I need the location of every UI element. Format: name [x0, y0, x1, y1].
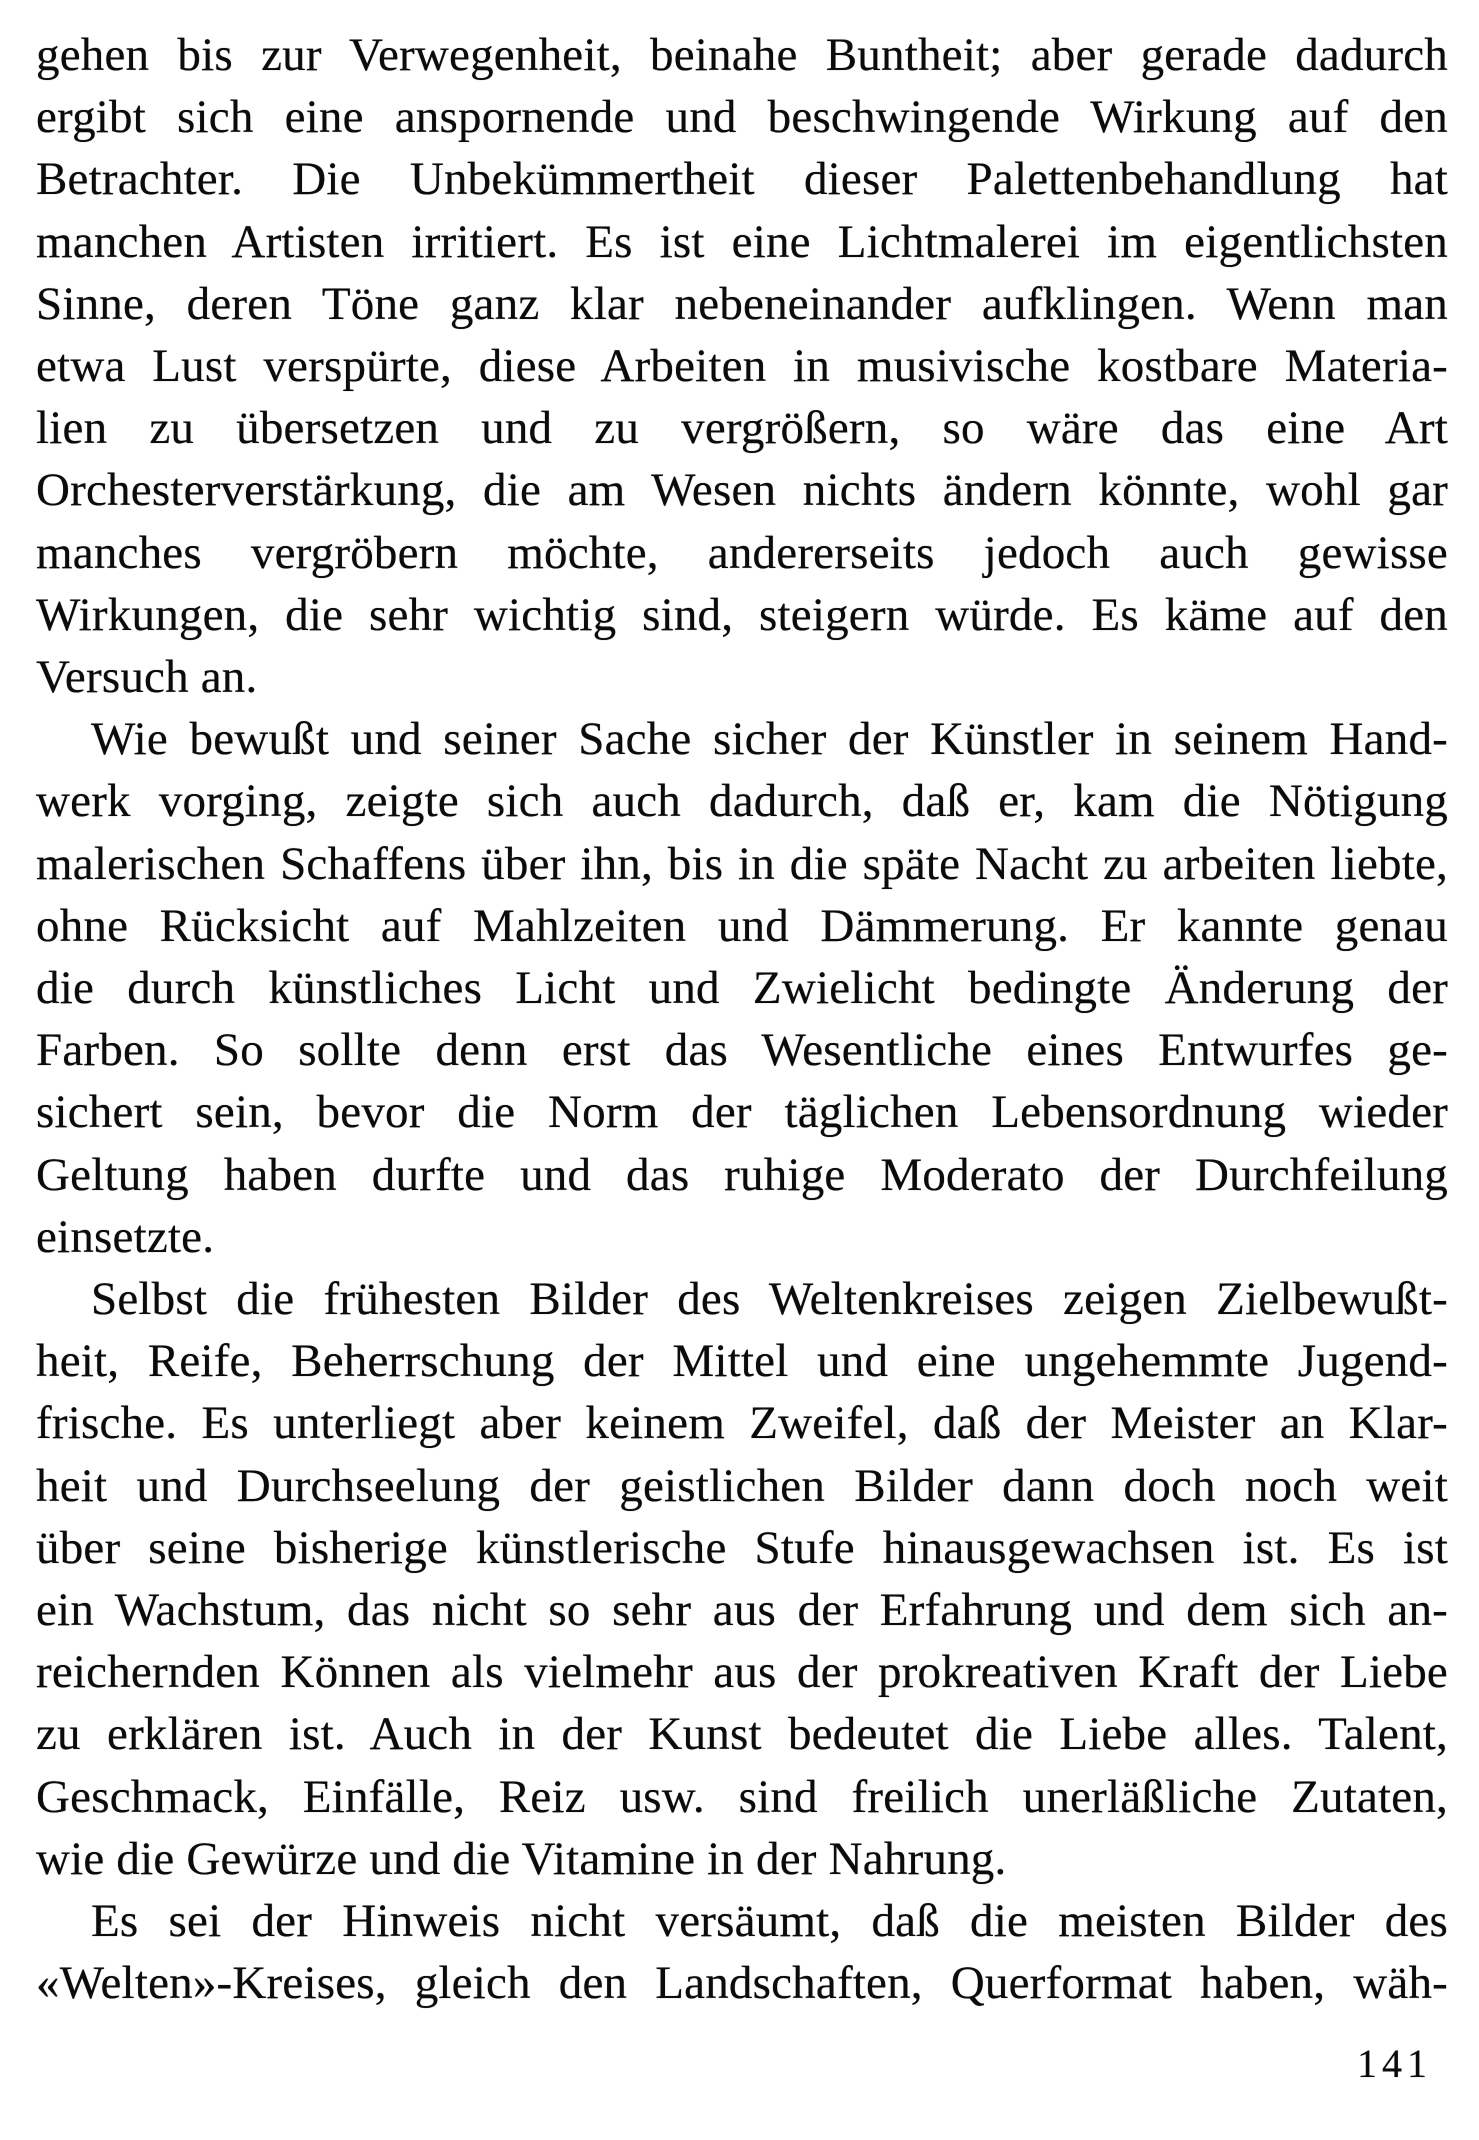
text-line: sichert sein, bevor die Norm der täglichen Lebensordnung wieder: [36, 1086, 1448, 1139]
text-line: werk vorging, zeigte sich auch dadurch, daß er, kam die Nötigung: [36, 775, 1448, 828]
text-line: Betrachter. Die Unbekümmertheit dieser Palettenbehandlung hat: [36, 153, 1448, 206]
text-line: zu erklären ist. Auch in der Kunst bedeutet die Liebe alles. Talent,: [36, 1708, 1448, 1761]
text-line: Wie bewußt und seiner Sache sicher der Künstler in seinem Hand-: [91, 713, 1448, 766]
text-line: Geschmack, Einfälle, Reiz usw. sind freilich unerläßliche Zutaten,: [36, 1770, 1448, 1823]
text-line: lien zu übersetzen und zu vergrößern, so wäre das eine Art: [36, 402, 1448, 455]
text-line: Farben. So sollte denn erst das Wesentliche eines Entwurfes ge-: [36, 1024, 1448, 1077]
text-line: manchen Artisten irritiert. Es ist eine Lichtmalerei im eigentlichsten: [36, 215, 1448, 268]
text-line: ergibt sich eine anspornende und beschwingende Wirkung auf den: [36, 91, 1448, 144]
text-line: einsetzte.: [36, 1210, 215, 1263]
text-line: die durch künstliches Licht und Zwielicht bedingte Änderung der: [36, 962, 1448, 1015]
text-line: manches vergröbern möchte, andererseits jedoch auch gewisse: [36, 526, 1448, 579]
text-line: «Welten»-Kreises, gleich den Landschaften, Querformat haben, wäh-: [36, 1957, 1448, 2010]
text-line: ein Wachstum, das nicht so sehr aus der Erfahrung und dem sich an-: [36, 1584, 1448, 1637]
text-line: heit, Reife, Beherrschung der Mittel und eine ungehemmte Jugend-: [36, 1335, 1448, 1388]
text-line: heit und Durchseelung der geistlichen Bilder dann doch noch weit: [36, 1459, 1448, 1512]
text-line: wie die Gewürze und die Vitamine in der Nahrung.: [36, 1832, 1007, 1885]
text-line: ohne Rücksicht auf Mahlzeiten und Dämmerung. Er kannte genau: [36, 899, 1448, 952]
text-line: etwa Lust verspürte, diese Arbeiten in musivische kostbare Materia-: [36, 340, 1448, 393]
text-line: Selbst die frühesten Bilder des Weltenkreises zeigen Zielbewußt-: [91, 1273, 1448, 1326]
text-line: Sinne, deren Töne ganz klar nebeneinander aufklingen. Wenn man: [36, 277, 1448, 330]
page-number: 141: [1357, 2041, 1432, 2086]
text-line: Orchesterverstärkung, die am Wesen nichts ändern könnte, wohl gar: [36, 464, 1448, 517]
text-line: gehen bis zur Verwegenheit, beinahe Buntheit; aber gerade dadurch: [36, 29, 1448, 81]
text-line: malerischen Schaffens über ihn, bis in die späte Nacht zu arbeiten liebte,: [36, 837, 1448, 890]
text-line: über seine bisherige künstlerische Stufe hinausgewachsen ist. Es ist: [36, 1521, 1448, 1574]
text-line: reichernden Können als vielmehr aus der prokreativen Kraft der Liebe: [36, 1646, 1448, 1699]
text-line: Es sei der Hinweis nicht versäumt, daß die meisten Bilder des: [91, 1895, 1448, 1948]
text-line: Geltung haben durfte und das ruhige Moderato der Durchfeilung: [36, 1148, 1448, 1201]
text-line: frische. Es unterliegt aber keinem Zweifel, daß der Meister an Klar-: [36, 1397, 1448, 1450]
text-line: Wirkungen, die sehr wichtig sind, steigern würde. Es käme auf den: [36, 588, 1448, 641]
body-text: [36, 24, 1448, 2015]
text-line: Versuch an.: [36, 651, 258, 704]
